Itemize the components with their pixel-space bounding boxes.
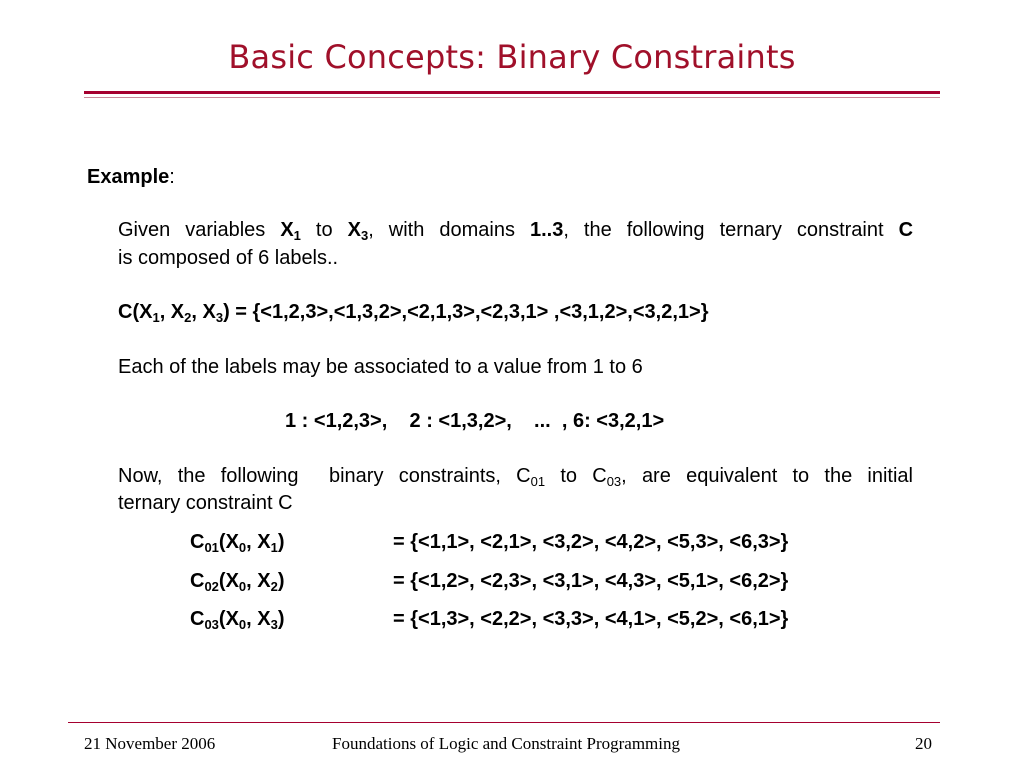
binary-constraint-name: $C_{02}(X_0$, $X_2$) <box>190 570 285 594</box>
given-text-3: , with domains <box>368 219 530 241</box>
binary-constraint-pairs: = {<1,1>, <2,1>, <3,2>, <4,2>, <5,3>, <6,3>} <box>393 531 789 553</box>
now-line-1: Now, the following binary constraints, $C_{01}$ to $C_{03}$, are equivalent to the initial <box>118 465 913 489</box>
example-colon: : <box>169 166 175 188</box>
given-line-2: is composed of 6 labels.. <box>118 247 339 269</box>
title-divider-thin <box>84 97 940 98</box>
given-text-4: , the following ternary constraint <box>563 219 899 241</box>
binary-constraint-name: $C_{01}(X_0$, $X_1$) <box>190 531 285 555</box>
binary-constraint-name: $C_{03}(X_0$, $X_3$) <box>190 608 285 632</box>
now-line-2: ternary constraint C <box>118 492 293 514</box>
constraint-c: C <box>898 219 914 241</box>
example-heading <box>87 165 175 189</box>
slide-title: Basic Concepts: Binary Constraints <box>228 38 796 76</box>
footer-divider <box>68 722 940 723</box>
title-divider-thick <box>84 91 940 94</box>
given-line-1 <box>118 218 913 242</box>
footer-date: 21 November 2006 <box>84 734 216 753</box>
given-text-1: Given variables <box>118 219 281 241</box>
var-x1: $X_1$ <box>280 219 301 243</box>
binary-constraint-pairs: = {<1,3>, <2,2>, <3,3>, <4,1>, <5,2>, <6,1>} <box>393 608 789 630</box>
given-text-2: to <box>300 219 348 241</box>
footer-page-number: 20 <box>915 734 932 753</box>
domain-range: 1..3 <box>529 219 564 241</box>
label-mapping: 1 : <1,2,3>, 2 : <1,3,2>, ... , 6: <3,2,1> <box>285 410 665 432</box>
footer-course: Foundations of Logic and Constraint Programming <box>332 734 680 753</box>
labels-description: Each of the labels may be associated to a value from 1 to 6 <box>118 356 643 378</box>
example-label: Example <box>87 166 170 188</box>
constraint-definition: $C(X_1$, $X_2$, $X_3) = \{<1,2,3>,<1,3,2>,<2,1,3>,<2,3,1> ,<3,1,2>,<3,2,1>\}$ <box>118 301 709 325</box>
var-x3: $X_3$ <box>347 219 369 243</box>
binary-constraint-pairs: = {<1,2>, <2,3>, <3,1>, <4,3>, <5,1>, <6,2>} <box>393 570 789 592</box>
